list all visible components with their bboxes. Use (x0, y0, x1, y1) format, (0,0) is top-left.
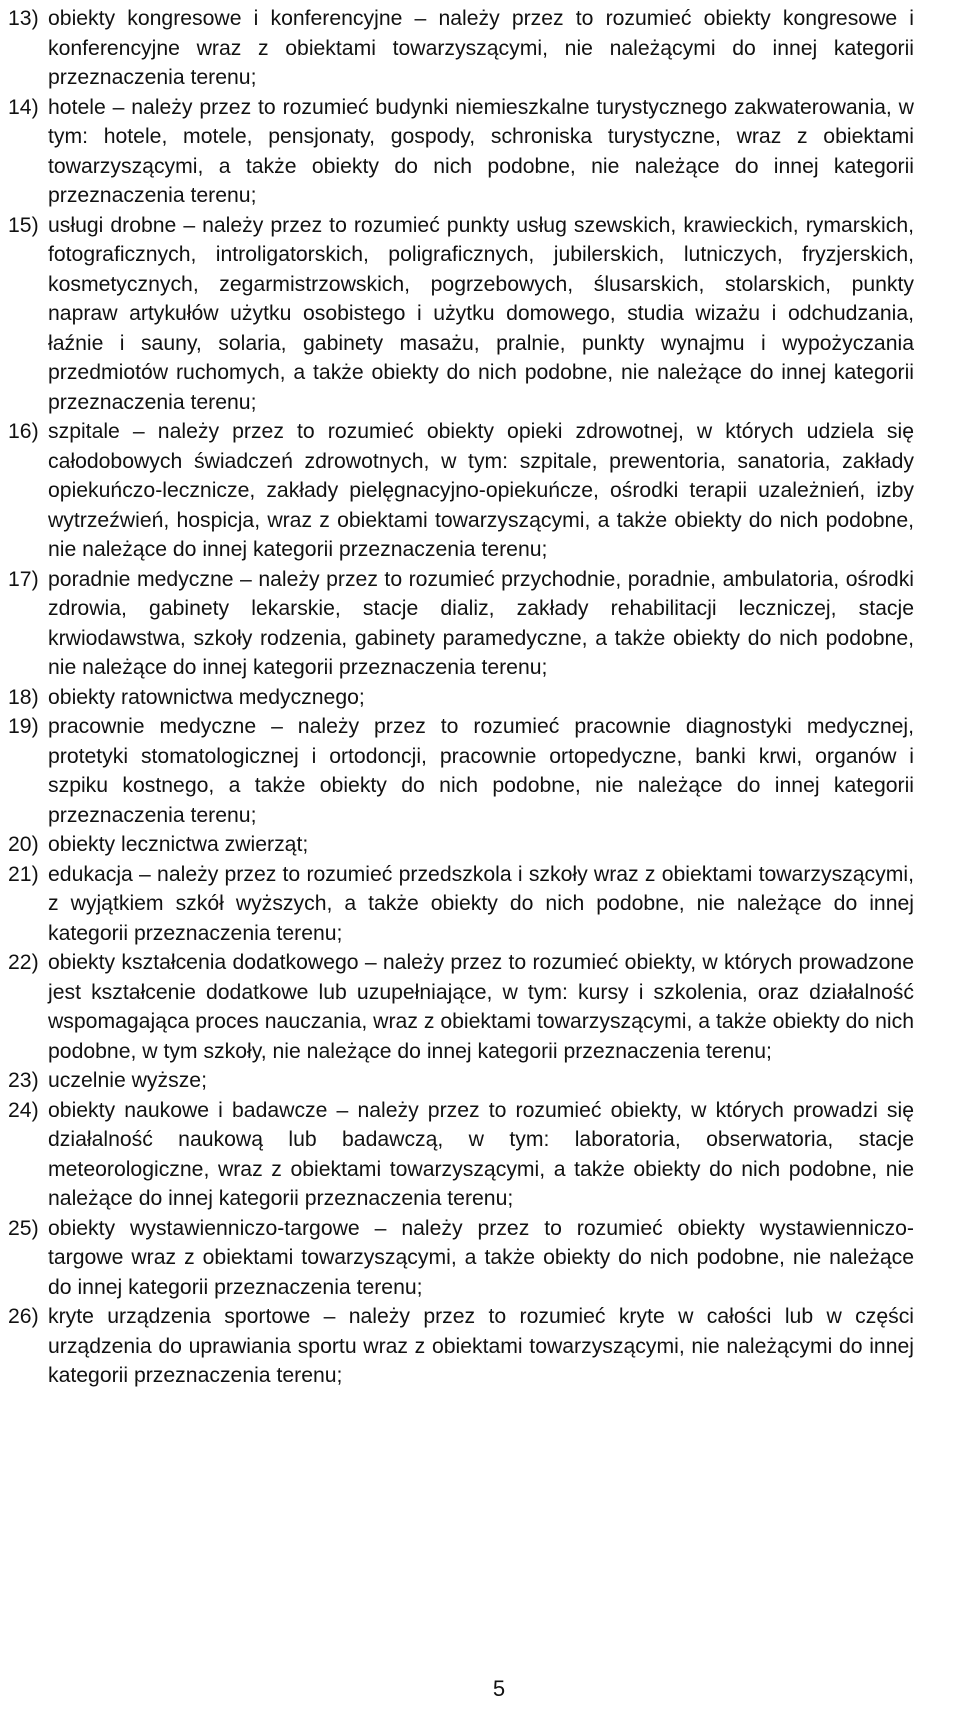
item-text: obiekty kształcenia dodatkowego – należy przez to rozumieć obiekty, w których prowadzone jest kształcenie dodatkowe lub uzupełniające, w tym: kursy i szkolenia, oraz działalność wspomagająca proces nauczania, wraz z obiektami towarzyszącymi, a także obiekty do nich podobne, w tym szkoły, nie należące do innej kategorii przeznaczenia terenu; (48, 951, 914, 1063)
list-item (8, 1096, 914, 1214)
item-text: kryte urządzenia sportowe – należy przez to rozumieć kryte w całości lub w części urządzenia do uprawiania sportu wraz z obiektami towarzyszącymi, nie należącymi do innej kategorii przeznaczenia terenu; (48, 1305, 914, 1387)
item-number: 14) (8, 95, 39, 119)
list-item (8, 683, 914, 713)
list-item (8, 948, 914, 1066)
list-item (8, 860, 914, 949)
item-text: pracownie medyczne – należy przez to rozumieć pracownie diagnostyki medycznej, protetyki stomatologicznej i ortodoncji, pracownie ortopedyczne, banki krwi, organów i szpiku kostnego, a także obiekty do nich podobne, nie należące do innej kategorii przeznaczenia terenu; (48, 715, 914, 827)
item-number: 21) (8, 862, 39, 886)
item-number: 16) (8, 420, 39, 443)
item-text: obiekty kongresowe i konferencyjne – należy przez to rozumieć obiekty kongresowe i konferencyjne wraz z obiektami towarzyszącymi, nie należącymi do innej kategorii przeznaczenia terenu; (48, 7, 914, 89)
item-number: 13) (8, 7, 39, 30)
item-text: obiekty naukowe i badawcze – należy przez to rozumieć obiekty, w których prowadzi się działalność naukową lub badawczą, w tym: laboratoria, obserwatoria, stacje meteorologiczne, wraz z obiektami towarzyszącymi, a także obiekty do nich podobne, nie należące do innej kategorii przeznaczenia terenu; (48, 1098, 914, 1210)
item-number: 19) (8, 715, 39, 738)
list-item (8, 565, 914, 683)
item-text: hotele – należy przez to rozumieć budynki niemieszkalne turystycznego zakwaterowania, w tym: hotele, motele, pensjonaty, gospody, schroniska turystyczne, wraz z obiektami towarzyszącymi, a także obiekty do nich podobne, nie należące do innej kategorii przeznaczenia terenu; (48, 95, 914, 207)
item-number: 25) (8, 1216, 39, 1240)
list-item (8, 93, 914, 211)
item-number: 15) (8, 213, 39, 237)
item-number: 17) (8, 567, 39, 591)
item-number: 22) (8, 951, 39, 974)
list-item (8, 830, 914, 860)
page-number: 5 (492, 1676, 506, 1701)
list-item (8, 4, 914, 93)
item-number: 26) (8, 1305, 39, 1328)
item-number: 20) (8, 833, 39, 856)
item-number: 24) (8, 1098, 39, 1122)
item-text: usługi drobne – należy przez to rozumieć punkty usług szewskich, krawieckich, rymarskich, fotograficznych, introligatorskich, poligraficznych, jubilerskich, lutniczych, fryzjerskich, kosmetycznych, zegarmistrzowskich, pogrzebowych, ślusarskich, stolarskich, punkty napraw artykułów użytku osobistego i użytku domowego, studia wizażu i odchudzania, łaźnie i sauny, solaria, gabinety masażu, pralnie, punkty wynajmu i wypożyczania przedmiotów ruchomych, a także obiekty do nich podobne, nie należące do innej kategorii przeznaczenia terenu; (48, 213, 914, 414)
item-text: obiekty lecznictwa zwierząt; (48, 833, 309, 856)
item-text: obiekty ratownictwa medycznego; (48, 685, 365, 709)
item-number: 23) (8, 1069, 39, 1092)
list-item (8, 1302, 914, 1391)
item-text: uczelnie wyższe; (48, 1069, 207, 1092)
list-item (8, 1066, 914, 1096)
list-item (8, 211, 914, 418)
list-item (8, 1214, 914, 1303)
list-item (8, 417, 914, 565)
list-item (8, 712, 914, 830)
item-number: 18) (8, 685, 39, 709)
item-text: obiekty wystawienniczo-targowe – należy przez to rozumieć obiekty wystawienniczo-targowe wraz z obiektami towarzyszącymi, a także obiekty do nich podobne, nie należące do innej kategorii przeznaczenia terenu; (48, 1216, 914, 1299)
item-text: szpitale – należy przez to rozumieć obiekty opieki zdrowotnej, w których udziela się całodobowych świadczeń zdrowotnych, w tym: szpitale, prewentoria, sanatoria, zakłady opiekuńczo-lecznicze, zakłady pielęgnacyjno-opiekuńcze, ośrodki terapii uzależnień, izby wytrzeźwień, hospicja, wraz z obiektami towarzyszącymi, a także obiekty do nich podobne, nie należące do innej kategorii przeznaczenia terenu; (48, 420, 914, 561)
item-text: poradnie medyczne – należy przez to rozumieć przychodnie, poradnie, ambulatoria, ośrodki zdrowia, gabinety lekarskie, stacje dializ, zakłady rehabilitacji leczniczej, stacje krwiodawstwa, szkoły rodzenia, gabinety paramedyczne, a także obiekty do nich podobne, nie należące do innej kategorii przeznaczenia terenu; (48, 567, 914, 679)
item-text: edukacja – należy przez to rozumieć przedszkola i szkoły wraz z obiektami towarzyszącymi, z wyjątkiem szkół wyższych, a także obiekty do nich podobne, nie należące do innej kategorii przeznaczenia terenu; (48, 862, 914, 945)
definition-list (8, 4, 914, 1391)
